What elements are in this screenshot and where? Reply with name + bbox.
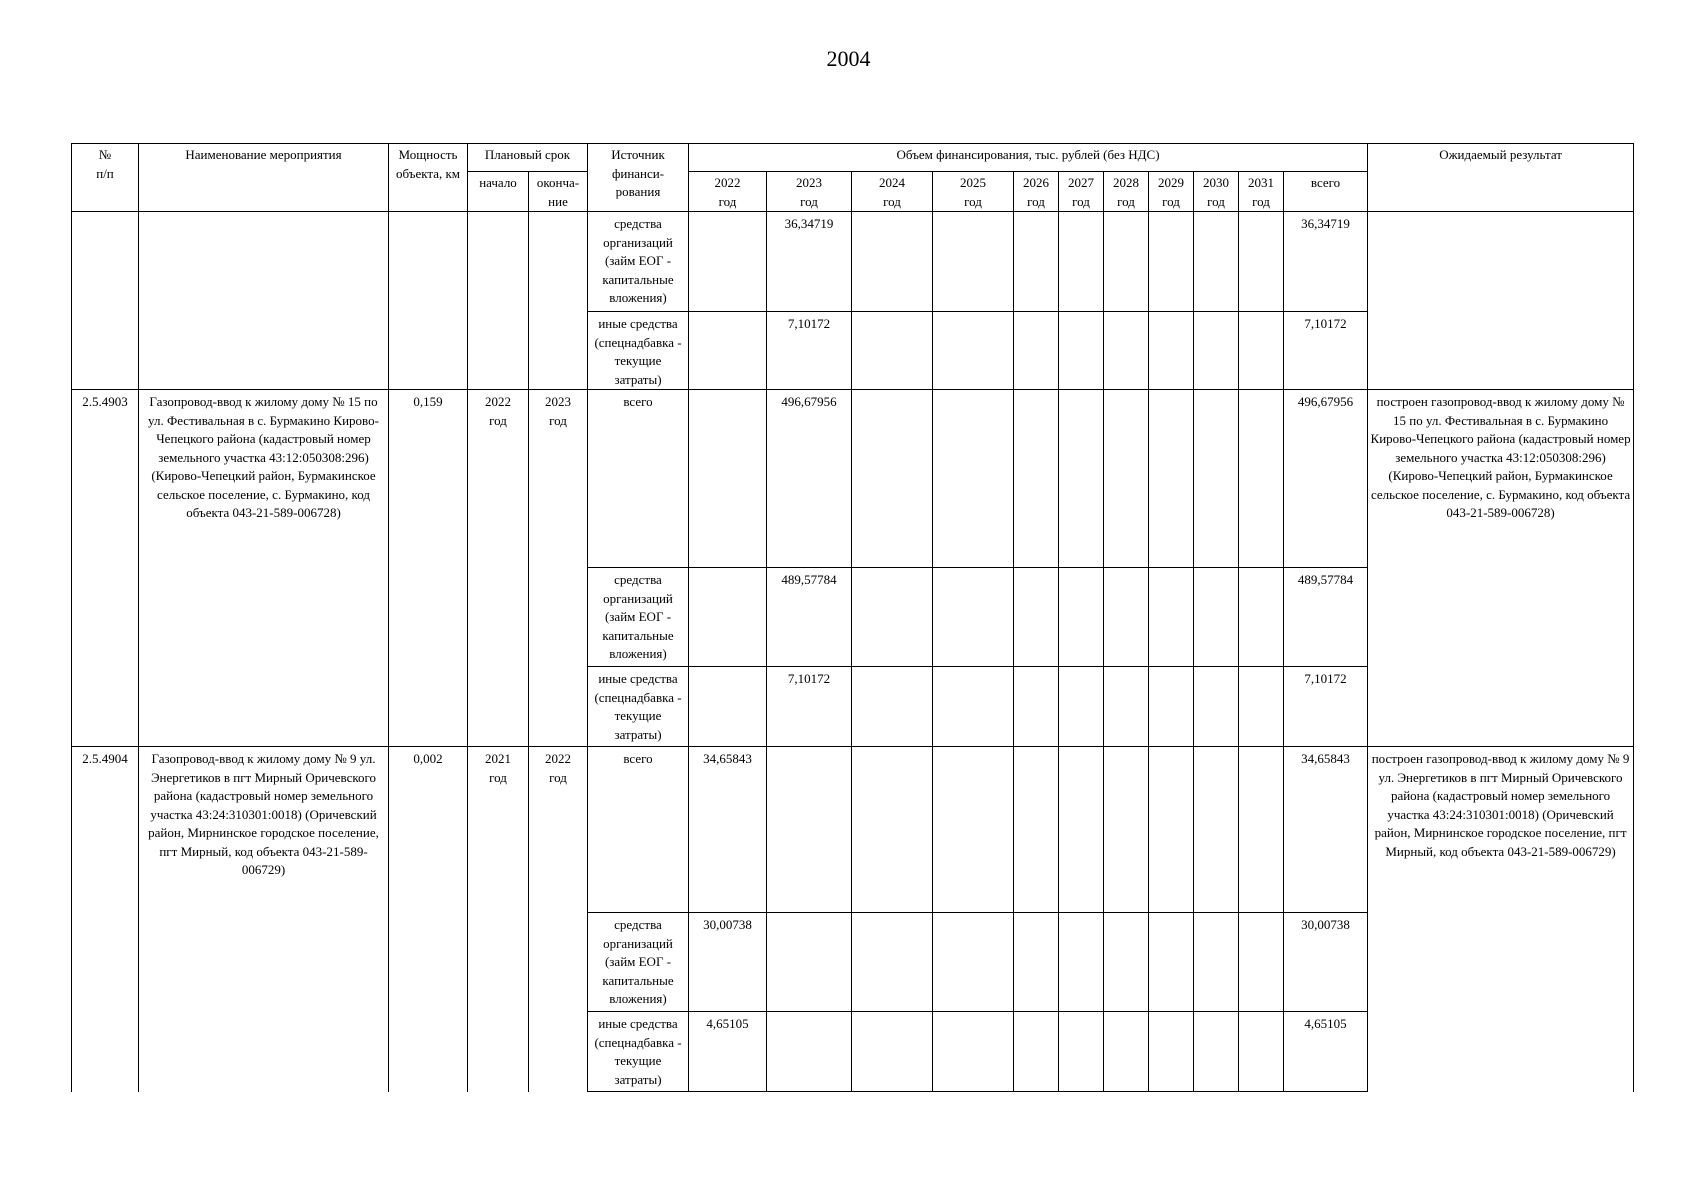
num-cell [72,212,139,390]
start-cell: 2022 год [468,390,529,747]
header-start: начало [468,172,529,212]
header-funding: Объем финансирования, тыс. рублей (без НДС) [689,144,1368,172]
header-capacity: Мощность объекта, км [389,144,468,212]
num-cell: 2.5.4903 [72,390,139,747]
num-cell: 2.5.4904 [72,747,139,1092]
value-2022 [689,568,767,667]
header-year: 2022 год [689,172,767,212]
value-2023: 489,57784 [767,568,852,667]
source-cell: средства организаций (займ ЕОГ - капитальные вложения) [588,212,689,312]
header-planned-period: Плановый срок [468,144,588,172]
header-year: 2028 год [1104,172,1149,212]
value-2022: 30,00738 [689,913,767,1012]
value-total: 4,65105 [1284,1012,1368,1092]
value-2022 [689,312,767,390]
value-2022 [689,212,767,312]
value-total: 496,67956 [1284,390,1368,568]
value-2022 [689,667,767,747]
end-cell: 2023 год [529,390,588,747]
capacity-cell [389,212,468,390]
value-total: 489,57784 [1284,568,1368,667]
source-cell: иные средства (спецнадбавка - текущие затраты) [588,667,689,747]
start-cell: 2021 год [468,747,529,1092]
source-cell: всего [588,747,689,913]
value-total: 36,34719 [1284,212,1368,312]
capacity-cell: 0,002 [389,747,468,1092]
header-year: 2024 год [852,172,933,212]
header-year: 2031 год [1239,172,1284,212]
value-total: 7,10172 [1284,312,1368,390]
name-cell: Газопровод-ввод к жилому дому № 15 по ул. Фестивальная в с. Бурмакино Кирово-Чепецкого района (кадастровый номер земельного участка 43:12:050308:296) (Кирово-Чепецкий район, Бурмакинское сельское поселение, с. Бурмакино, код объекта 043-21-589-006728) [139,390,389,747]
header-end: оконча- ние [529,172,588,212]
source-cell: всего [588,390,689,568]
name-cell [139,212,389,390]
source-cell: иные средства (спецнадбавка - текущие затраты) [588,1012,689,1092]
header-year: 2026 год [1014,172,1059,212]
result-cell: построен газопровод-ввод к жилому дому № 9 ул. Энергетиков в пгт Мирный Оричевского района (кадастровый номер земельного участка 43:24:310301:0018) (Оричевский район, Мирнинское городское поселение, пгт Мирный, код объекта 043-21-589-006729) [1368,747,1634,1092]
value-2022: 34,65843 [689,747,767,913]
source-cell: иные средства (спецнадбавка - текущие затраты) [588,312,689,390]
table-row [72,390,1634,568]
source-cell: средства организаций (займ ЕОГ - капитальные вложения) [588,913,689,1012]
source-cell: средства организаций (займ ЕОГ - капитальные вложения) [588,568,689,667]
header-year: 2030 год [1194,172,1239,212]
page-number: 2004 [826,46,871,71]
capacity-cell: 0,159 [389,390,468,747]
value-2023 [767,913,852,1012]
name-cell: Газопровод-ввод к жилому дому № 9 ул. Энергетиков в пгт Мирный Оричевского района (кадастровый номер земельного участка 43:24:310301:0018) (Оричевский район, Мирнинское городское поселение, пгт Мирный, код объекта 043-21-589-006729) [139,747,389,1092]
header-year: 2029 год [1149,172,1194,212]
result-cell [1368,212,1634,390]
result-cell: построен газопровод-ввод к жилому дому № 15 по ул. Фестивальная в с. Бурмакино Кирово-Чепецкого района (кадастровый номер земельного участка 43:12:050308:296) (Кирово-Чепецкий район, Бурмакинское сельское поселение, с. Бурмакино, код объекта 043-21-589-006728) [1368,390,1634,747]
start-cell [468,212,529,390]
end-cell [529,212,588,390]
header-name: Наименование мероприятия [139,144,389,212]
table-row [72,747,1634,913]
value-2022 [689,390,767,568]
value-2023 [767,1012,852,1092]
funding-table [71,143,1634,1092]
value-total: 30,00738 [1284,913,1368,1012]
header-year: 2027 год [1059,172,1104,212]
header-num: № п/п [72,144,139,212]
header-source: Источник финанси- рования [588,144,689,212]
value-2022: 4,65105 [689,1012,767,1092]
header-total: всего [1284,172,1368,212]
value-total: 7,10172 [1284,667,1368,747]
value-2023: 36,34719 [767,212,852,312]
value-2023: 7,10172 [767,312,852,390]
header-result: Ожидаемый результат [1368,144,1634,212]
header-year: 2023 год [767,172,852,212]
table-row [72,212,1634,312]
value-2023: 496,67956 [767,390,852,568]
value-total: 34,65843 [1284,747,1368,913]
header-year: 2025 год [933,172,1014,212]
value-2023: 7,10172 [767,667,852,747]
end-cell: 2022 год [529,747,588,1092]
value-2023 [767,747,852,913]
